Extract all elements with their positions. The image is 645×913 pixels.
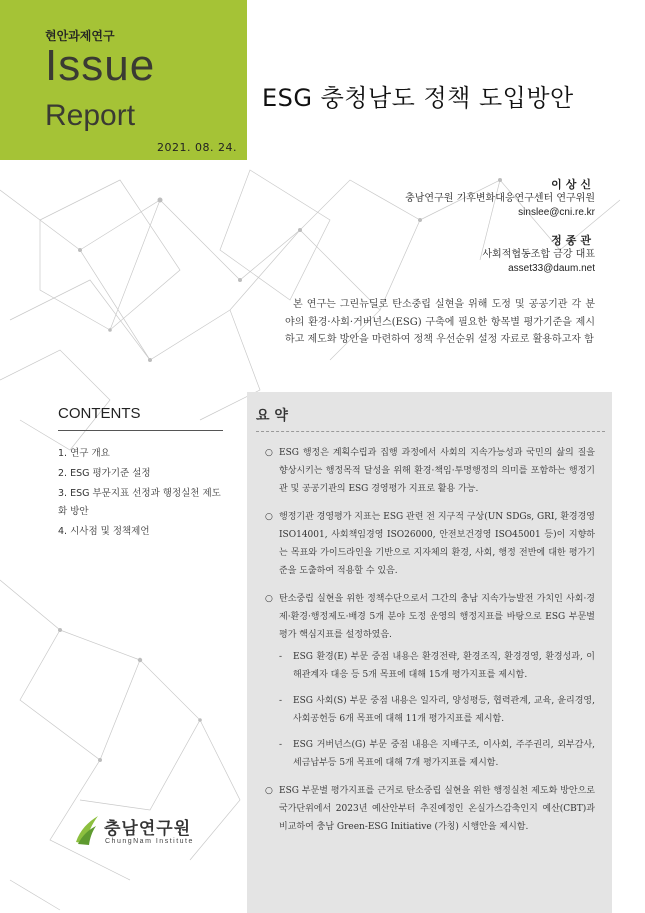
author-email: sinslee@cni.re.kr <box>518 207 595 218</box>
bullet-text: ESG 부문별 평가지표를 근거로 탄소중립 실현을 위한 행정실천 제도화 방안으로 국가단위에서 2023년 예산안부터 추진예정인 온실가스감축인지 예산(CBT)과 비교하여 충남 Green-ESG Initiative (가칭) 시행안을 제시함. <box>279 786 595 832</box>
series-report-word: Report <box>45 99 136 132</box>
table-of-contents <box>58 445 228 541</box>
author-email: asset33@daum.net <box>508 263 595 274</box>
summary-bullet <box>265 508 595 580</box>
sub-text: ESG 거버넌스(G) 부문 중점 내용은 지배구조, 이사회, 주주권리, 외부감사, 세금납부등 5개 목표에 대해 7개 평가지표를 제시함. <box>293 740 595 768</box>
bullet-text: 행정기관 경영평가 지표는 ESG 관련 전 지구적 구상(UN SDGs, GRI, 환경경영 ISO14001, 사회책임경영 ISO26000, 안전보건경영 ISO45001 등)이 지향하는 목표와 가이드라인을 기반으로 지자체의 환경, 사회, 행정 전반에 대한 평가기준을 도출하여 적용할 수 있음. <box>279 512 595 576</box>
series-header-box <box>0 0 247 160</box>
summary-title: 요 약 <box>256 408 288 424</box>
bullet-mark: ○ <box>265 786 273 796</box>
toc-item: 1. 연구 개요 <box>58 448 110 459</box>
bullet-mark: ○ <box>265 512 273 522</box>
institute-logo <box>74 810 204 860</box>
bullet-mark: ○ <box>265 448 273 458</box>
summary-body <box>265 444 595 846</box>
toc-item: 2. ESG 평가기준 설정 <box>58 468 151 479</box>
abstract: 본 연구는 그린뉴딜로 탄소중립 실현을 위해 도정 및 공공기관 각 분야의 환경·사회·거버넌스(ESG) 구축에 필요한 항목별 평가기준을 제시하고 제도화 방안을 마련하여 정책 우선순위 설정 자료로 활용하고자 함 <box>285 299 595 345</box>
contents-title: CONTENTS <box>58 405 223 431</box>
publication-date: 2021. 08. 24. <box>157 141 237 154</box>
summary-bullet <box>265 444 595 498</box>
author-name: 이상신 <box>551 178 595 191</box>
series-issue-word: Issue <box>45 41 156 90</box>
toc-item: 3. ESG 부문지표 선정과 행정실천 제도화 방안 <box>58 488 221 517</box>
summary-bullet <box>265 782 595 836</box>
summary-bullet <box>265 590 595 644</box>
summary-sub-item <box>265 736 595 772</box>
summary-divider <box>256 431 605 432</box>
contents-panel <box>58 405 228 543</box>
author-block <box>405 178 595 276</box>
summary-sub-item <box>265 692 595 728</box>
sub-mark: - <box>279 696 283 706</box>
report-title: ESG 충청남도 정책 도입방안 <box>262 84 574 112</box>
bullet-text: ESG 행정은 계획수립과 집행 과정에서 사회의 지속가능성과 국민의 삶의 질을 향상시키는 행정목적 달성을 위해 환경·책임·투명행정의 의미를 포함하는 행정기관 및 공공기관의 ESG 경영평가 지표로 활용 가능. <box>279 448 595 494</box>
bullet-text: 탄소중립 실현을 위한 정책수단으로서 그간의 충남 지속가능발전 가치인 사회·경제·환경·행정제도·배경 5개 분야 도정 운영의 행정지표를 바탕으로 ESG 부문별 평가 핵심지표를 설정하였음. <box>279 594 595 640</box>
author-name: 정종관 <box>551 234 595 247</box>
institute-english-name: ChungNam Institute <box>105 838 194 845</box>
series-kicker: 현안과제연구 <box>45 29 115 43</box>
institute-emblem-icon <box>74 812 100 846</box>
sub-text: ESG 사회(S) 부문 중점 내용은 일자리, 양성평등, 협력관계, 교육, 윤리경영, 사회공헌등 6개 목표에 대해 11개 평가지표를 제시함. <box>293 696 595 724</box>
sub-mark: - <box>279 740 283 750</box>
author-affiliation: 충남연구원 기후변화대응연구센터 연구위원 <box>405 193 595 204</box>
bullet-mark: ○ <box>265 594 273 604</box>
author-affiliation: 사회적협동조합 금강 대표 <box>482 249 595 260</box>
summary-sub-item <box>265 648 595 684</box>
summary-panel <box>247 392 612 913</box>
toc-item: 4. 시사점 및 정책제언 <box>58 526 150 537</box>
sub-text: ESG 환경(E) 부문 중점 내용은 환경전략, 환경조직, 환경경영, 환경성과, 이해관계자 대응 등 5개 목표에 대해 15개 평가지표를 제시함. <box>293 652 595 680</box>
institute-name: 충남연구원 <box>104 819 192 839</box>
sub-mark: - <box>279 652 283 662</box>
